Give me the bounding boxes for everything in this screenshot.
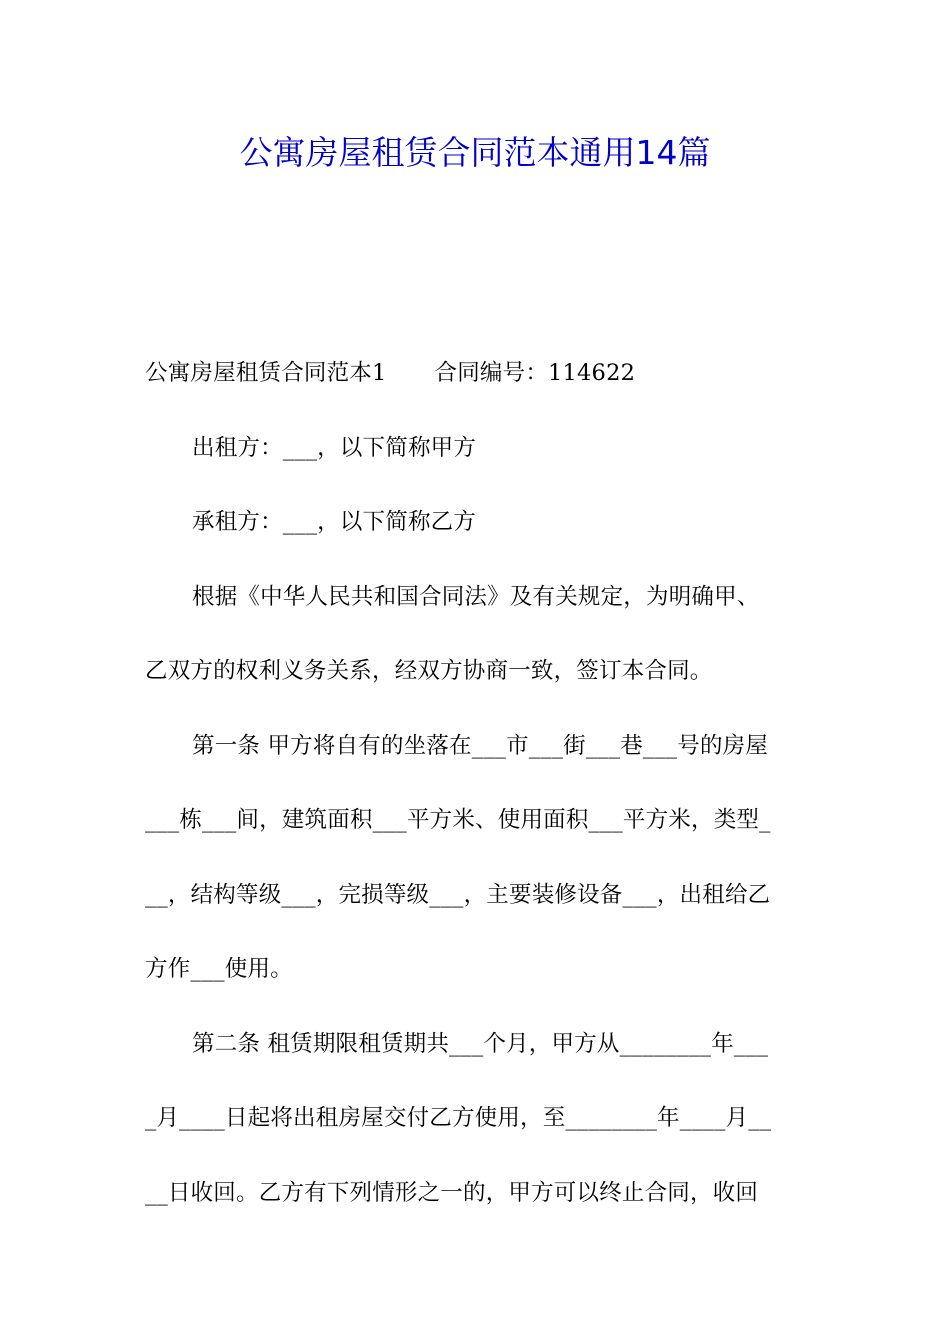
document-body: [145, 336, 807, 1230]
preamble-line-1: 根据《中华人民共和国合同法》及有关规定，为明确甲、: [192, 583, 760, 610]
contract-number: 合同编号：114622: [434, 360, 636, 386]
contract-name: 公寓房屋租赁合同范本1: [145, 360, 387, 386]
contract-heading-line: [145, 336, 807, 411]
page-title: 公寓房屋租赁合同范本通用14篇: [239, 133, 711, 172]
article-1-line-2: ___栋___间，建筑面积___平方米、使用面积___平方米，类型_: [145, 807, 771, 833]
article-2-line-3: __日收回。乙方有下列情形之一的，甲方可以终止合同，收回: [145, 1179, 759, 1206]
preamble-line-2: 乙双方的权利义务关系，经双方协商一致，签订本合同。: [145, 658, 713, 684]
article-2-line-1: 第二条 租赁期限租赁期共___个月，甲方从________年___: [192, 1030, 769, 1057]
lessor-line: 出租方：___，以下简称甲方: [192, 434, 477, 461]
lessee-line: 承租方：___，以下简称乙方: [192, 509, 477, 535]
article-2-line-2: _月____日起将出租房屋交付乙方使用，至________年____月__: [145, 1105, 772, 1131]
article-1-line-1: 第一条 甲方将自有的坐落在___市___街___巷___号的房屋: [192, 732, 769, 759]
article-1-line-4: 方作___使用。: [145, 956, 293, 982]
article-1-line-3: __，结构等级___，完损等级___，主要装修设备___，出租给乙: [145, 881, 771, 908]
